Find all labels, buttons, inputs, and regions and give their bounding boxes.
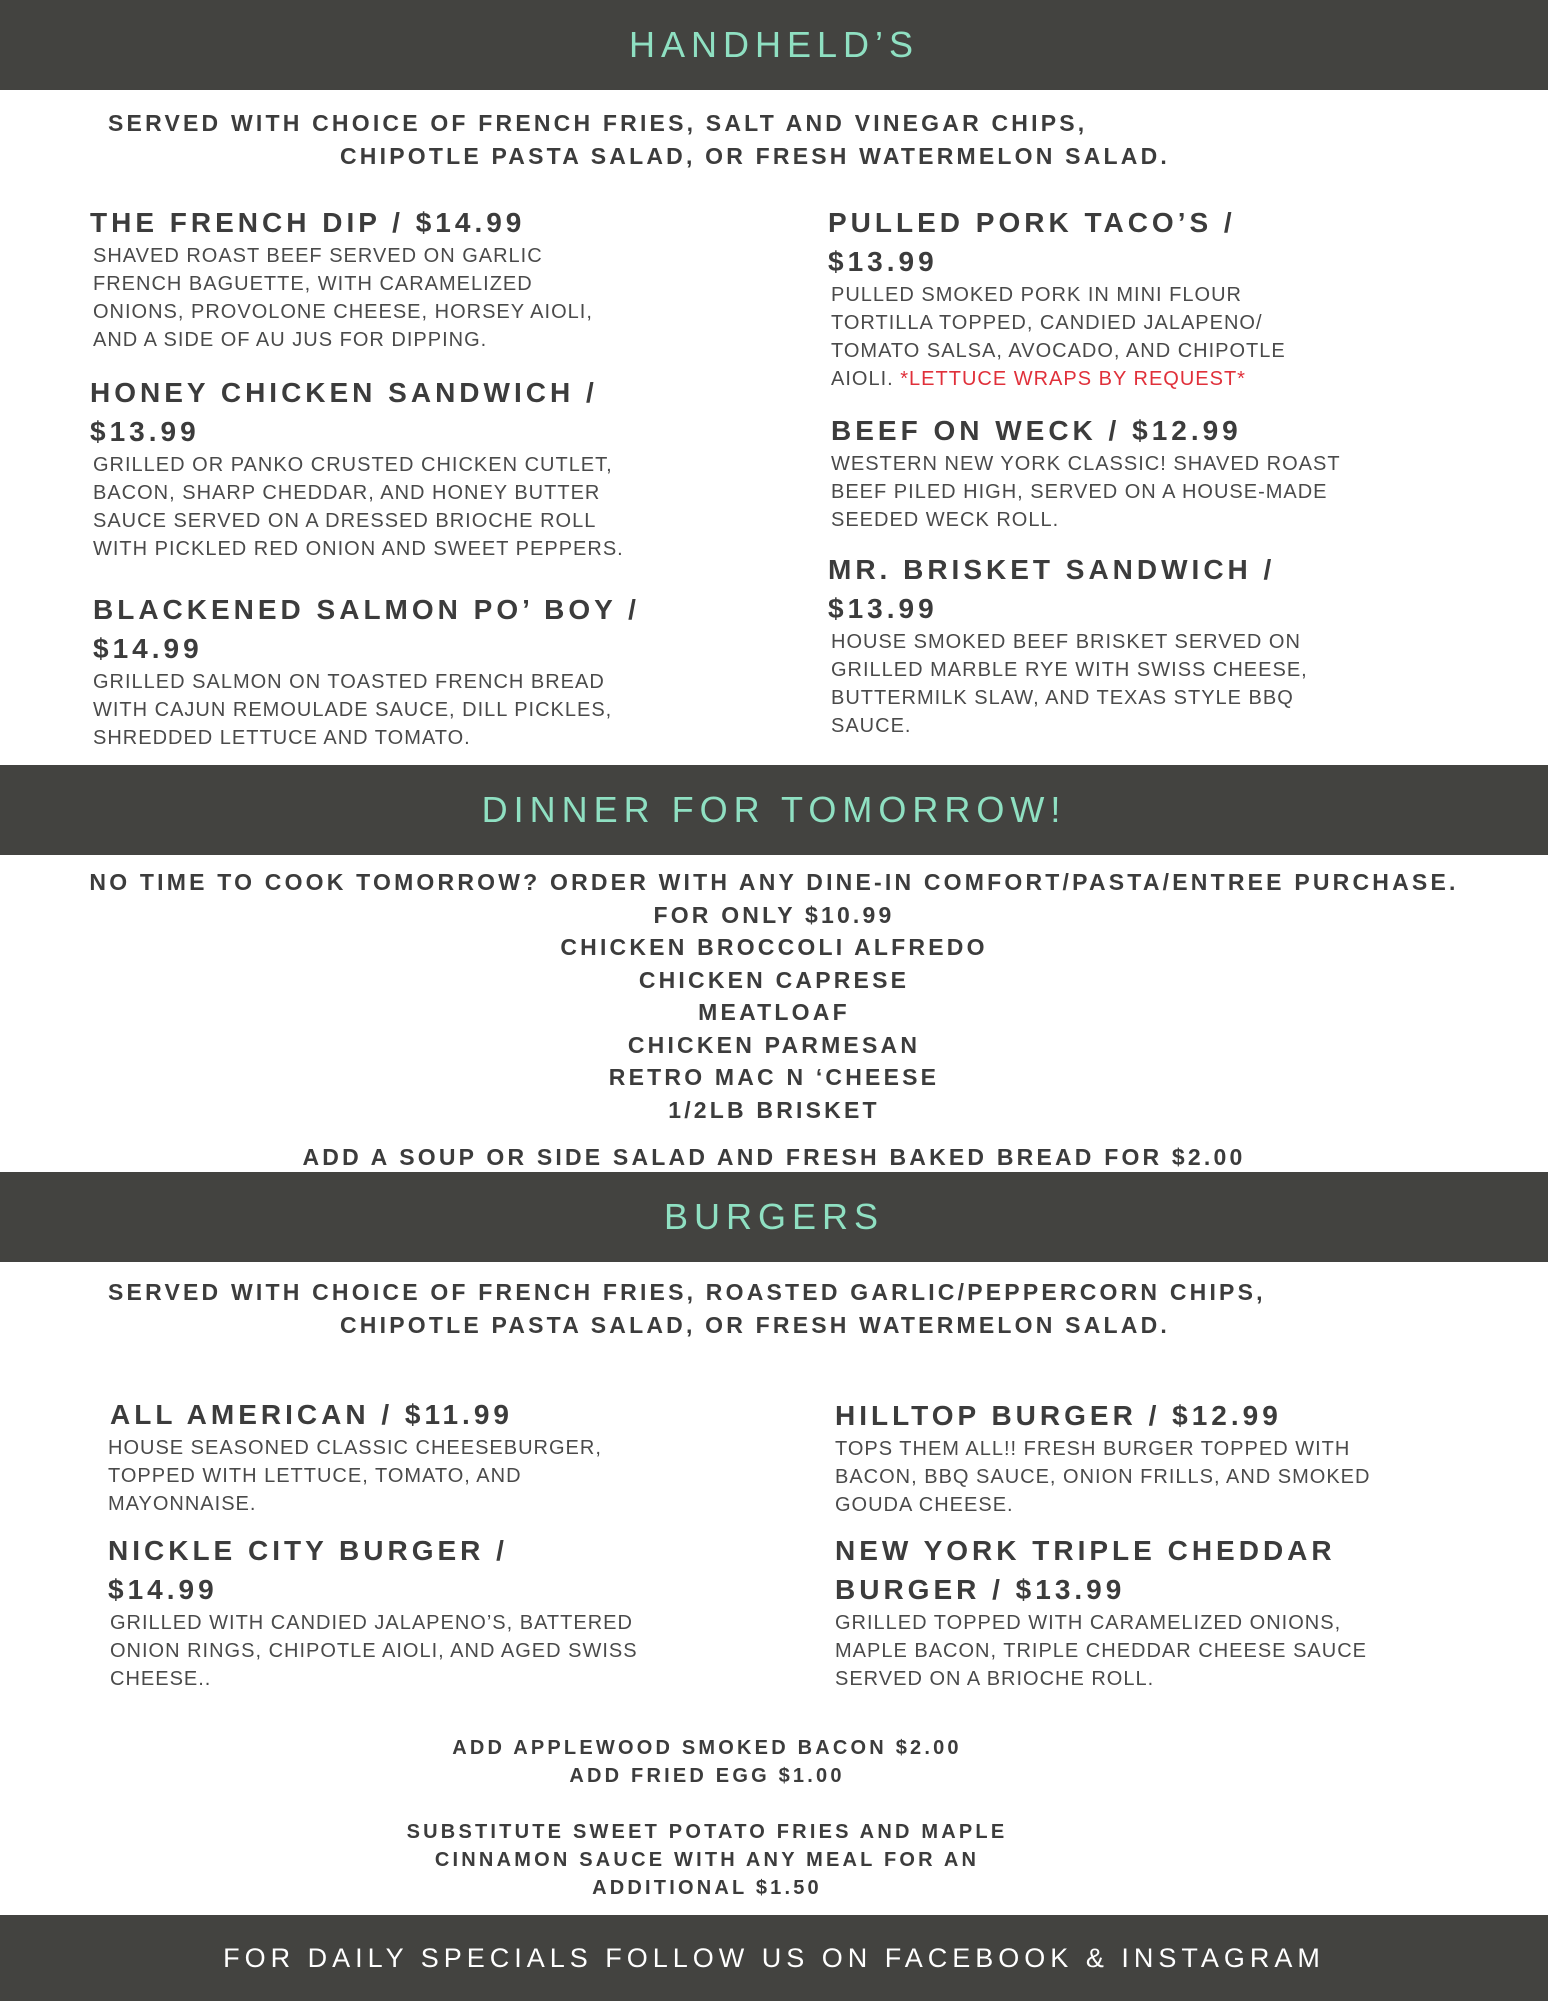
item-description: HOUSE SEASONED CLASSIC CHEESEBURGER, TOPPED WITH LETTUCE, TOMATO, AND MAYONNAISE. bbox=[108, 1437, 602, 1515]
burgers-heading: BURGERS bbox=[663, 1196, 885, 1237]
item-title: NICKLE CITY BURGER / $14.99 bbox=[108, 1535, 508, 1605]
item-description: TOPS THEM ALL!! FRESH BURGER TOPPED WITH BACON, BBQ SAUCE, ONION FRILLS, AND SMOKED GOUDA CHEESE. bbox=[835, 1438, 1371, 1516]
dinner-option: CHICKEN CAPRESE bbox=[638, 966, 910, 993]
item-title: NEW YORK TRIPLE CHEDDAR BURGER / $13.99 bbox=[835, 1535, 1336, 1605]
footer-band bbox=[0, 1915, 1548, 2001]
burgers-intro-line-1: SERVED WITH CHOICE OF FRENCH FRIES, ROASTED GARLIC/PEPPERCORN CHIPS, bbox=[108, 1279, 1266, 1305]
handhelds-header-band bbox=[0, 0, 1548, 90]
dinner-list bbox=[0, 866, 1548, 1126]
addon-egg: ADD FRIED EGG $1.00 bbox=[569, 1765, 845, 1787]
lettuce-wrap-note: *LETTUCE WRAPS BY REQUEST* bbox=[900, 368, 1246, 390]
substitute-line: CINNAMON SAUCE WITH ANY MEAL FOR AN bbox=[434, 1849, 980, 1871]
item-title: ALL AMERICAN / $11.99 bbox=[110, 1399, 513, 1430]
burger-addons bbox=[0, 1734, 1414, 1790]
dinner-option: CHICKEN PARMESAN bbox=[627, 1031, 921, 1058]
dinner-option: CHICKEN BROCCOLI ALFREDO bbox=[560, 934, 988, 960]
addon-bacon: ADD APPLEWOOD SMOKED BACON $2.00 bbox=[452, 1737, 962, 1759]
item-description: GRILLED OR PANKO CRUSTED CHICKEN CUTLET, BACON, SHARP CHEDDAR, AND HONEY BUTTER SAUCE SERVED ON A DRESSED BRIOCHE ROLL WITH PICKLED RED ONION AND SWEET PEPPERS. bbox=[93, 454, 624, 560]
handhelds-intro-line-1: SERVED WITH CHOICE OF FRENCH FRIES, SALT AND VINEGAR CHIPS, bbox=[108, 110, 1088, 136]
dinner-header-band bbox=[0, 765, 1548, 855]
item-title: BEEF ON WECK / $12.99 bbox=[831, 415, 1242, 446]
footer-social-text: FOR DAILY SPECIALS FOLLOW US ON FACEBOOK & INSTAGRAM bbox=[223, 1942, 1325, 1973]
dinner-heading: DINNER FOR TOMORROW! bbox=[481, 789, 1067, 830]
item-description-text: PULLED SMOKED PORK IN MINI FLOUR TORTILLA TOPPED, CANDIED JALAPENO/ TOMATO SALSA, AVOCADO, AND CHIPOTLE AIOLI. bbox=[831, 284, 1286, 390]
dinner-addon bbox=[0, 1141, 1548, 1174]
menu-item-pulled-pork-tacos bbox=[828, 203, 1328, 393]
substitute-line: SUBSTITUTE SWEET POTATO FRIES AND MAPLE bbox=[406, 1821, 1008, 1843]
handhelds-heading: HANDHELD’S bbox=[628, 24, 920, 65]
dinner-option: RETRO MAC N ‘CHEESE bbox=[608, 1064, 940, 1090]
menu-item-all-american bbox=[108, 1395, 648, 1518]
menu-item-french-dip bbox=[90, 203, 650, 354]
item-description: GRILLED WITH CANDIED JALAPENO’S, BATTERED ONION RINGS, CHIPOTLE AIOLI, AND AGED SWISS CHEESE.. bbox=[110, 1612, 638, 1690]
item-description: GRILLED SALMON ON TOASTED FRENCH BREAD WITH CAJUN REMOULADE SAUCE, DILL PICKLES, SHREDDED LETTUCE AND TOMATO. bbox=[93, 671, 613, 749]
item-title: THE FRENCH DIP / $14.99 bbox=[90, 207, 526, 238]
item-title: HONEY CHICKEN SANDWICH / $13.99 bbox=[90, 377, 598, 447]
item-title: BLACKENED SALMON PO’ BOY / $14.99 bbox=[93, 594, 640, 664]
menu-item-blackened-salmon bbox=[93, 590, 653, 752]
item-title: PULLED PORK TACO’S / $13.99 bbox=[828, 207, 1236, 277]
menu-item-nickle-city-burger bbox=[108, 1531, 648, 1693]
dinner-option: MEATLOAF bbox=[698, 999, 850, 1025]
item-title: HILLTOP BURGER / $12.99 bbox=[835, 1400, 1282, 1431]
substitute-line: ADDITIONAL $1.50 bbox=[592, 1877, 822, 1899]
burgers-header-band bbox=[0, 1172, 1548, 1262]
item-description: SHAVED ROAST BEEF SERVED ON GARLIC FRENCH BAGUETTE, WITH CARAMELIZED ONIONS, PROVOLONE CHEESE, HORSEY AIOLI, AND A SIDE OF AU JUS FOR DIPPING. bbox=[93, 245, 593, 351]
menu-item-new-york-triple-cheddar bbox=[835, 1531, 1375, 1693]
dinner-price-line: FOR ONLY $10.99 bbox=[653, 901, 895, 928]
dinner-addon-line: ADD A SOUP OR SIDE SALAD AND FRESH BAKED BREAD FOR $2.00 bbox=[302, 1144, 1246, 1170]
handhelds-intro-line-2: CHIPOTLE PASTA SALAD, OR FRESH WATERMELON SALAD. bbox=[340, 143, 1170, 169]
item-title: MR. BRISKET SANDWICH / $13.99 bbox=[828, 554, 1276, 624]
item-description bbox=[828, 281, 1331, 393]
dinner-option: 1/2LB BRISKET bbox=[668, 1096, 880, 1123]
dinner-offer-line: NO TIME TO COOK TOMORROW? ORDER WITH ANY DINE-IN COMFORT/PASTA/ENTREE PURCHASE. bbox=[89, 869, 1459, 895]
substitute-note bbox=[0, 1818, 1414, 1902]
menu-item-mr-brisket-sandwich bbox=[828, 550, 1328, 740]
item-description: WESTERN NEW YORK CLASSIC! SHAVED ROAST BEEF PILED HIGH, SERVED ON A HOUSE-MADE SEEDED WECK ROLL. bbox=[831, 453, 1341, 531]
item-description: HOUSE SMOKED BEEF BRISKET SERVED ON GRILLED MARBLE RYE WITH SWISS CHEESE, BUTTERMILK SLAW, AND TEXAS STYLE BBQ SAUCE. bbox=[831, 631, 1308, 737]
menu-item-beef-on-weck bbox=[831, 411, 1351, 534]
item-description: GRILLED TOPPED WITH CARAMELIZED ONIONS, MAPLE BACON, TRIPLE CHEDDAR CHEESE SAUCE SERVED ON A BRIOCHE ROLL. bbox=[835, 1612, 1367, 1690]
menu-item-honey-chicken-sandwich bbox=[90, 373, 650, 563]
burgers-intro-line-2: CHIPOTLE PASTA SALAD, OR FRESH WATERMELON SALAD. bbox=[340, 1312, 1170, 1338]
menu-item-hilltop-burger bbox=[835, 1396, 1375, 1519]
